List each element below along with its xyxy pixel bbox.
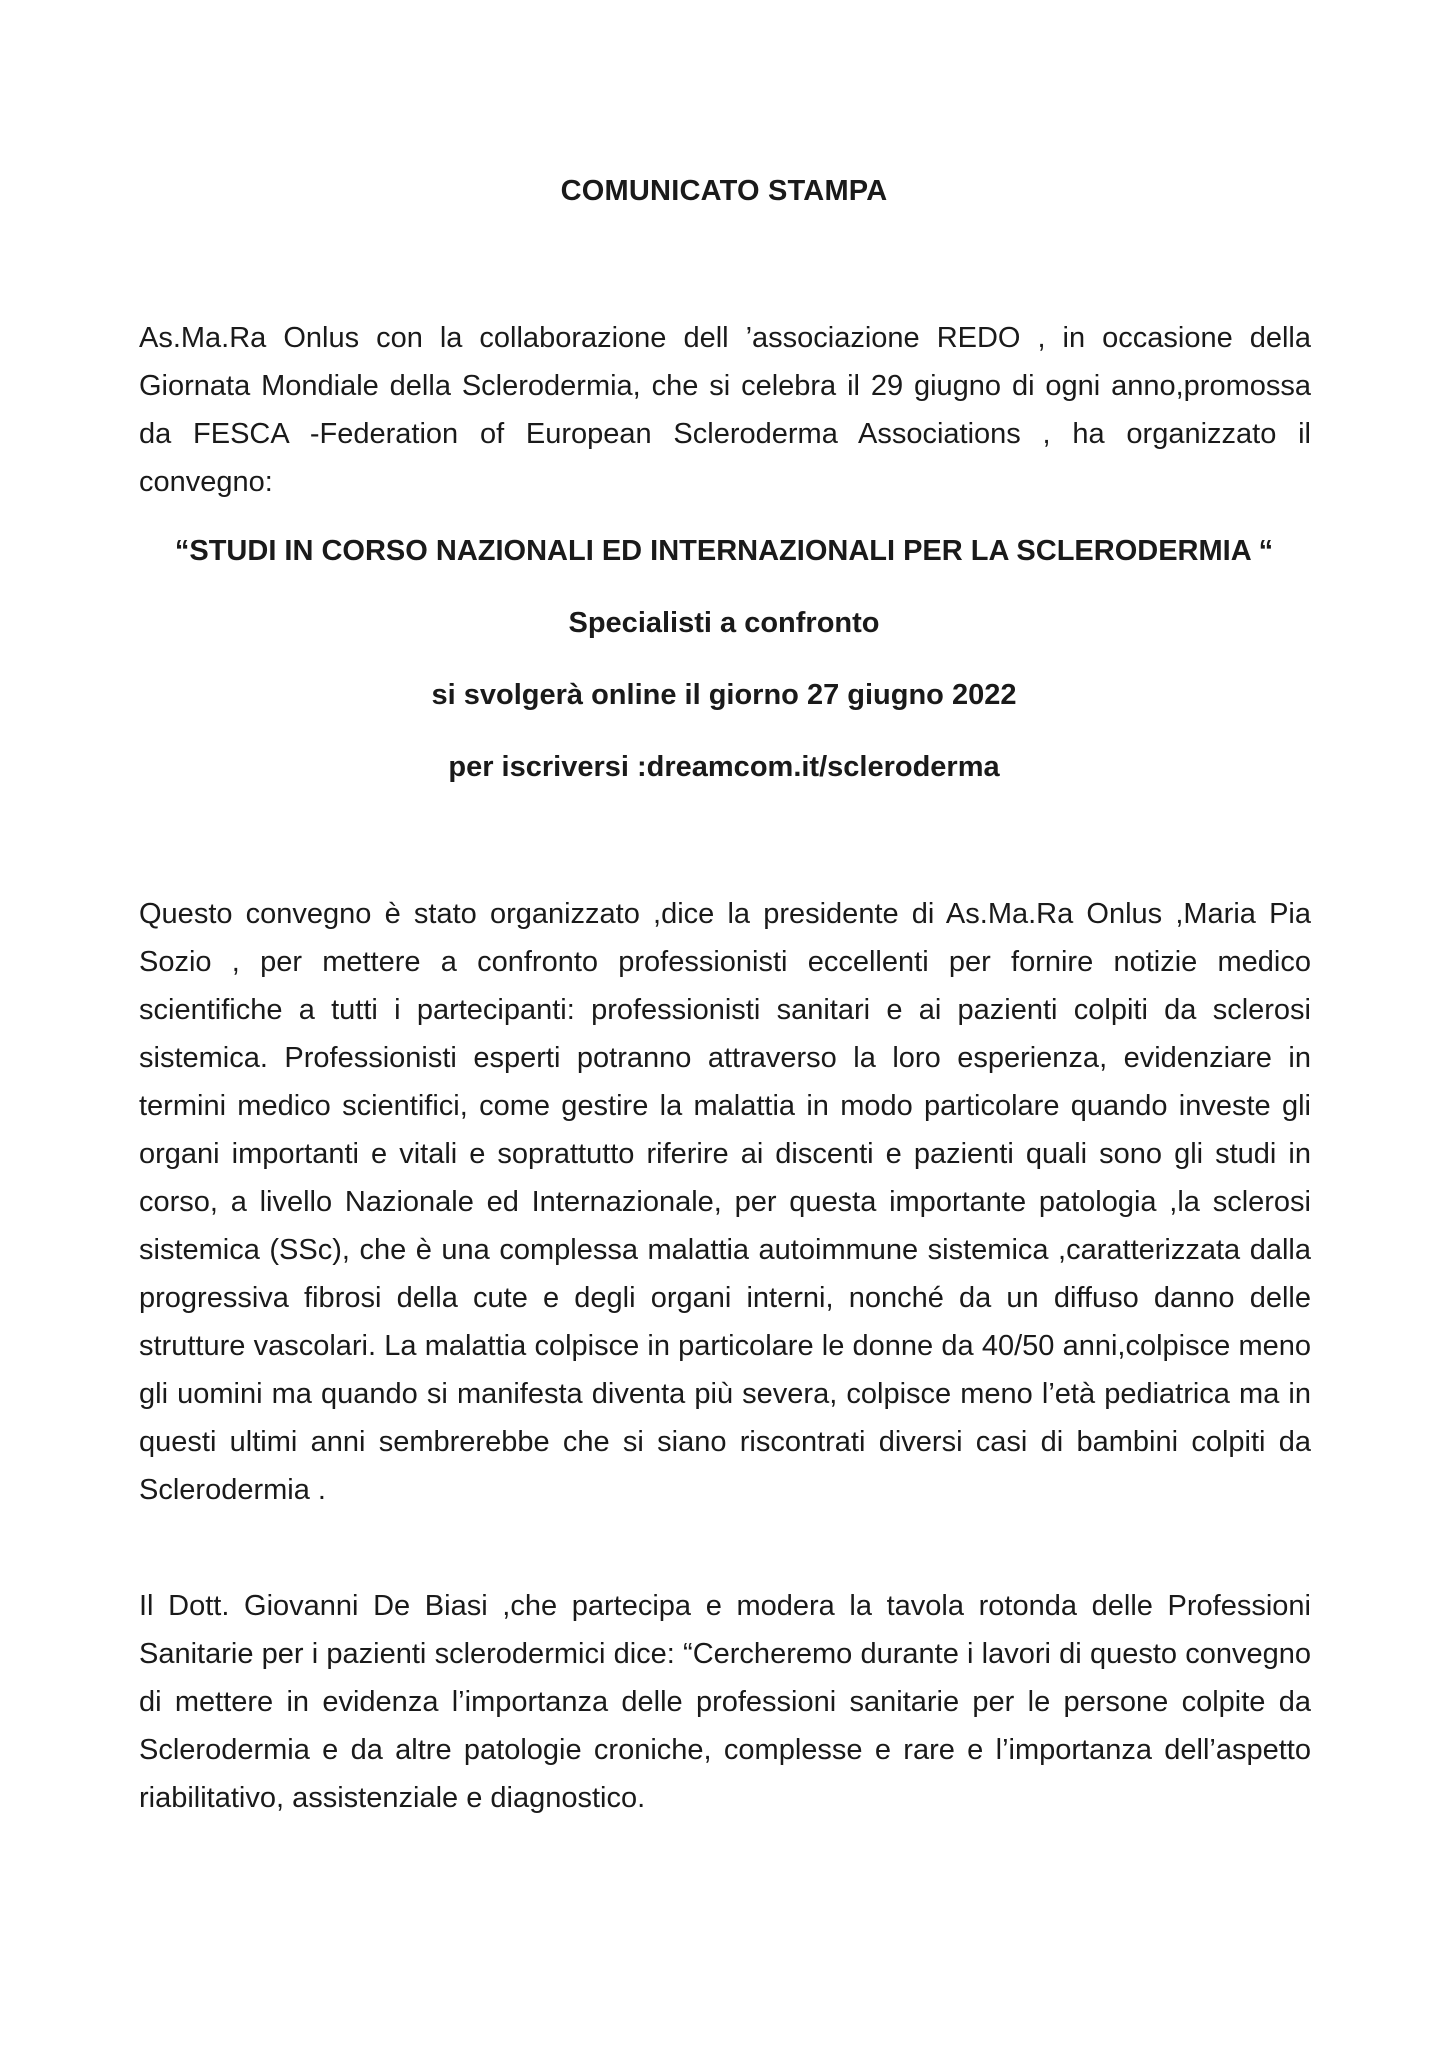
event-registration: per iscriversi :dreamcom.it/scleroderma xyxy=(448,751,1000,783)
event-subtitle: Specialisti a confronto xyxy=(568,607,880,639)
body-paragraph-president: Questo convegno è stato organizzato ,dice la presidente di As.Ma.Ra Onlus ,Maria Pia Sozio , per mettere a confronto professionisti eccellenti per fornire notizie medico scientifiche a tutti i partecipanti: professionisti sanitari e ai pazienti colpiti da sclerosi sistemica. Professionisti esperti potranno attraverso la loro esperienza, evidenziare in termini medico scientifici, come gestire la malattia in modo particolare quando investe gli organi importanti e vitali e soprattutto riferire ai discenti e pazienti quali sono gli studi in corso, a livello Nazionale ed Internazionale, per questa importante patologia ,la sclerosi sistemica (SSc), che è una complessa malattia autoimmune sistemica ,caratterizzata dalla progressiva fibrosi della cute e degli organi interni, nonché da un diffuso danno delle strutture vascolari. La malattia colpisce in particolare le donne da 40/50 anni,colpisce meno gli uomini ma quando si manifesta diventa più severa, colpisce meno l’età pediatrica ma in questi ultimi anni sembrerebbe che si siano riscontrati diversi casi di bambini colpiti da Sclerodermia . xyxy=(139,898,1311,1506)
page-title: COMUNICATO STAMPA xyxy=(560,175,888,207)
intro-paragraph: As.Ma.Ra Onlus con la collaborazione dell ’associazione REDO , in occasione della Giornata Mondiale della Sclerodermia, che si celebra il 29 giugno di ogni anno,promossa da FESCA -Federation of European Scleroderma Associations , ha organizzato il convegno: xyxy=(139,322,1311,498)
body-paragraph-de-biasi: Il Dott. Giovanni De Biasi ,che partecipa e modera la tavola rotonda delle Professioni Sanitarie per i pazienti sclerodermici dice: “Cercheremo durante i lavori di questo convegno di mettere in evidenza l’importanza delle professioni sanitarie per le persone colpite da Sclerodermia e da altre patologie croniche, complesse e rare e l’importanza dell’aspetto riabilitativo, assistenziale e diagnostico. xyxy=(139,1590,1311,1814)
event-date: si svolgerà online il giorno 27 giugno 2022 xyxy=(431,679,1017,711)
event-title: “STUDI IN CORSO NAZIONALI ED INTERNAZIONALI PER LA SCLERODERMIA “ xyxy=(174,535,1274,567)
